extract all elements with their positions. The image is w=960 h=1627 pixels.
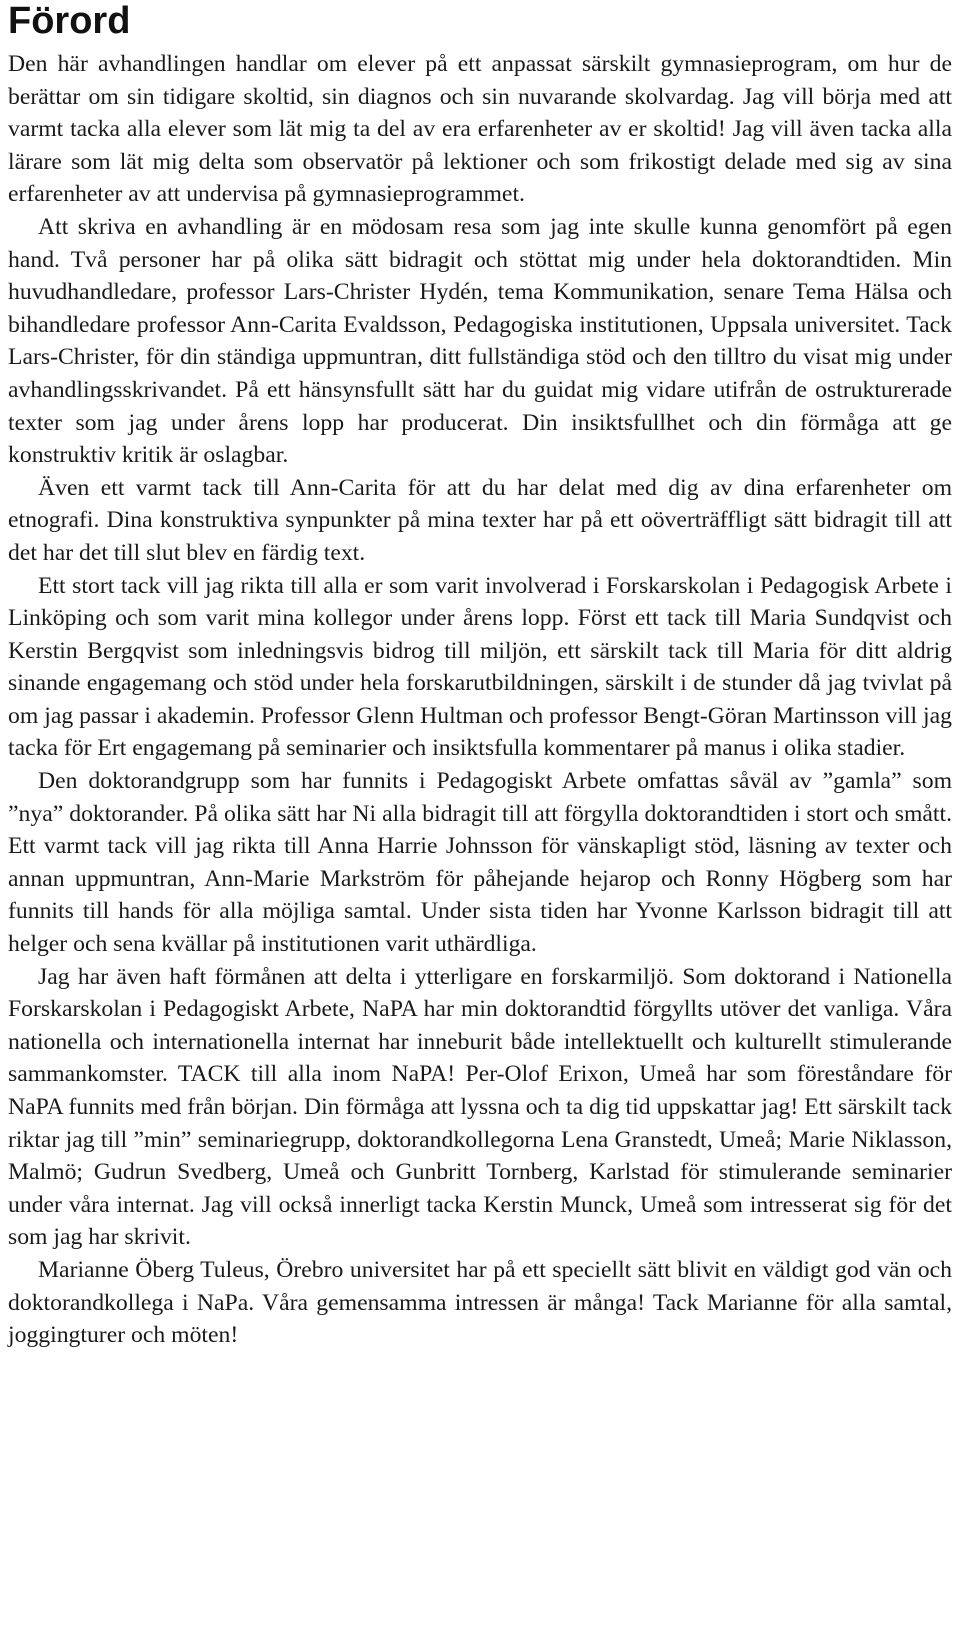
paragraph-2: Att skriva en avhandling är en mödosam resa som jag inte skulle kunna genomfört på egen hand. Två personer har på olika sätt bidragit och stöttat mig under hela doktorandtiden. Min huvudhandledare, professor Lars-Christer Hydén, tema Kommunikation, senare Tema Hälsa och bihandledare professor Ann-Carita Evaldsson, Pedagogiska institutionen, Uppsala universitet. Tack Lars-Christer, för din ständiga uppmuntran, ditt fullständiga stöd och den tilltro du visat mig under avhandlingsskrivandet. På ett hänsynsfullt sätt har du guidat mig vidare utifrån de ostrukturerade texter som jag under årens lopp har producerat. Din insiktsfullhet och din förmåga att ge konstruktiv kritik är oslagbar. xyxy=(8,213,952,469)
page-title: Förord xyxy=(8,0,131,42)
body-text xyxy=(8,48,952,1352)
paragraph-6: Jag har även haft förmånen att delta i ytterligare en forskarmiljö. Som doktorand i Nationella Forskarskolan i Pedagogiskt Arbete, NaPA har min doktorandtid förgyllts utöver det vanliga. Våra nationella och internationella internat har inneburit både intellektuellt och kulturellt stimulerande sammankomster. TACK till alla inom NaPA! Per-Olof Erixon, Umeå har som föreståndare för NaPA funnits med från början. Din förmåga att lyssna och ta dig tid uppskattar jag! Ett särskilt tack riktar jag till ”min” seminariegrupp, doktorandkollegorna Lena Granstedt, Umeå; Marie Niklasson, Malmö; Gudrun Svedberg, Umeå och Gunbritt Tornberg, Karlstad för stimulerande seminarier under våra internat. Jag vill också innerligt tacka Kerstin Munck, Umeå som intresserat sig för det som jag har skrivit. xyxy=(8,963,952,1251)
paragraph-7: Marianne Öberg Tuleus, Örebro universitet har på ett speciellt sätt blivit en väldigt god vän och doktorandkollega i NaPa. Våra gemensamma intressen är många! Tack Marianne för alla samtal, joggingturer och möten! xyxy=(8,1256,952,1349)
paragraph-1: Den här avhandlingen handlar om elever på ett anpassat särskilt gymnasieprogram, om hur de berättar om sin tidigare skoltid, sin diagnos och sin nuvarande skolvardag. Jag vill börja med att varmt tacka alla elever som lät mig ta del av era erfarenheter av er skoltid! Jag vill även tacka alla lärare som lät mig delta som observatör på lektioner och som frikostigt delade med sig av sina erfarenheter av att undervisa på gymnasieprogrammet. xyxy=(8,51,952,208)
paragraph-3: Även ett varmt tack till Ann-Carita för att du har delat med dig av dina erfarenheter om etnografi. Dina konstruktiva synpunkter på mina texter har på ett oöverträffligt sätt bidragit till att det har det till slut blev en färdig text. xyxy=(8,474,952,566)
paragraph-5: Den doktorandgrupp som har funnits i Pedagogiskt Arbete omfattas såväl av ”gamla” som ”nya” doktorander. På olika sätt har Ni alla bidragit till att förgylla doktorandtiden i stort och smått. Ett varmt tack vill jag rikta till Anna Harrie Johnsson för vänskapligt stöd, läsning av texter och annan uppmuntran, Ann-Marie Markström för påhejande hejarop och Ronny Högberg som har funnits till hands för alla möjliga samtal. Under sista tiden har Yvonne Karlsson bidragit till att helger och sena kvällar på institutionen varit uthärdliga. xyxy=(8,768,952,958)
paragraph-4: Ett stort tack vill jag rikta till alla er som varit involverad i Forskarskolan i Pedagogisk Arbete i Linköping och som varit mina kollegor under årens lopp. Först ett tack till Maria Sundqvist och Kerstin Bergqvist som inledningsvis bidrog till miljön, ett särskilt tack till Maria för ditt aldrig sinande engagemang och stöd under hela forskarutbildningen, särskilt i de stunder då jag tvivlat på om jag passar i akademin. Professor Glenn Hultman och professor Bengt-Göran Martinsson vill jag tacka för Ert engagemang på seminarier och insiktsfulla kommentarer på manus i olika stadier. xyxy=(8,572,952,762)
